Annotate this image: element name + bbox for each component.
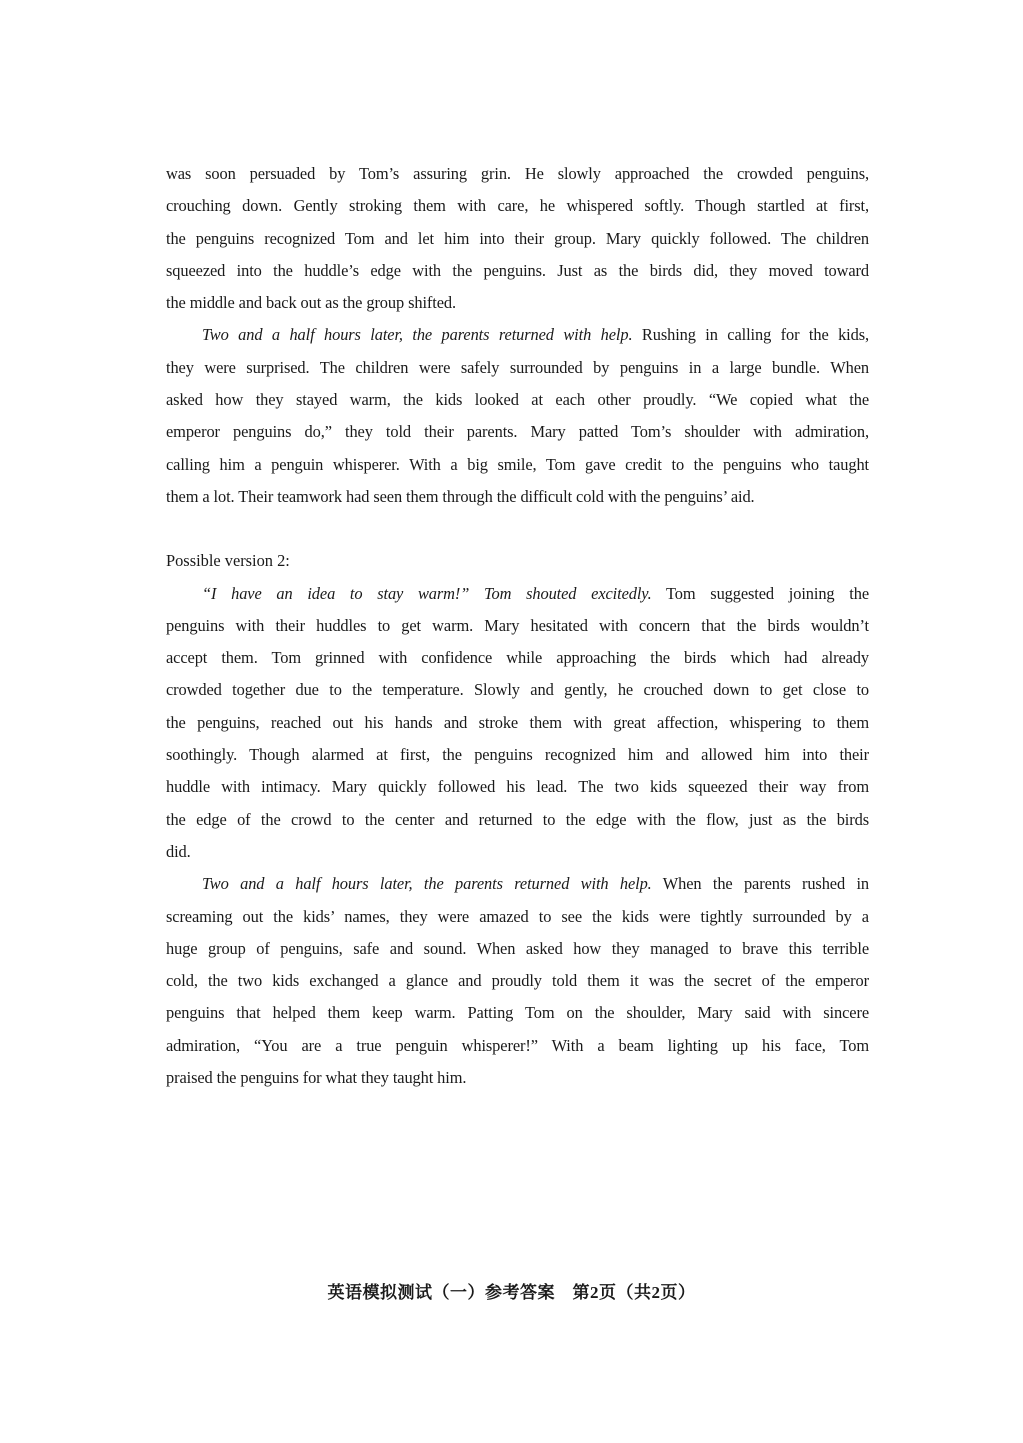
line-text: penguins with their huddles to get warm. Mary hesitated with concern that the birds wouldn’t [166, 615, 869, 635]
text-line [166, 804, 869, 836]
section-gap [166, 513, 869, 545]
page-footer: 英语模拟测试（一）参考答案 第2页（共2页） [327, 1283, 696, 1302]
version-2-heading: Possible version 2: [166, 551, 290, 571]
line-text: calling him a penguin whisperer. With a big smile, Tom gave credit to the penguins who taught [166, 454, 869, 474]
text-line [166, 287, 869, 319]
line-text: Rushing in calling for the kids, [632, 325, 869, 345]
line-text: huge group of penguins, safe and sound. When asked how they managed to brave this terrible [166, 938, 869, 958]
line-text: soothingly. Though alarmed at first, the penguins recognized him and allowed him into their [166, 745, 869, 765]
text-line [166, 771, 869, 803]
italic-lead-sentence: “I have an idea to stay warm!” Tom shouted excitedly. [202, 583, 652, 603]
paragraph [166, 868, 869, 1094]
text-line [166, 836, 869, 868]
line-text: did. [166, 841, 191, 861]
line-text: they were surprised. The children were safely surrounded by penguins in a large bundle. When [166, 357, 869, 377]
line-text: Tom suggested joining the [651, 583, 869, 603]
text-line [166, 868, 869, 900]
text-line [166, 610, 869, 642]
line-text: the edge of the crowd to the center and returned to the edge with the flow, just as the birds [166, 809, 869, 829]
text-line [166, 901, 869, 933]
text-line [166, 481, 869, 513]
line-text: was soon persuaded by Tom’s assuring grin. He slowly approached the crowded penguins, [166, 164, 869, 183]
italic-lead-sentence: Two and a half hours later, the parents returned with help. [202, 325, 633, 345]
line-text: the penguins, reached out his hands and stroke them with great affection, whispering to them [166, 712, 869, 732]
text-line [166, 190, 869, 222]
line-text: When the parents rushed in [651, 874, 869, 894]
line-text: huddle with intimacy. Mary quickly followed his lead. The two kids squeezed their way from [166, 777, 869, 797]
line-text: cold, the two kids exchanged a glance and proudly told them it was the secret of the emperor [166, 971, 869, 991]
text-line [166, 674, 869, 706]
text-line [166, 1030, 869, 1062]
line-text: the middle and back out as the group shifted. [166, 293, 457, 313]
line-text: crouching down. Gently stroking them with care, he whispered softly. Though startled at first, [166, 196, 869, 216]
line-text: screaming out the kids’ names, they were amazed to see the kids were tightly surrounded by a [166, 906, 869, 926]
paragraph [166, 158, 869, 319]
line-text: praised the penguins for what they taught him. [166, 1068, 467, 1088]
version-1-continuation [166, 158, 869, 513]
version-2 [166, 578, 869, 1095]
text-line [166, 319, 869, 351]
text-line [166, 255, 869, 287]
text-line [166, 642, 869, 674]
paragraph [166, 578, 869, 869]
line-text: crowded together due to the temperature. Slowly and gently, he crouched down to get close to [166, 680, 869, 700]
text-line [166, 449, 869, 481]
text-line [166, 933, 869, 965]
text-line [166, 416, 869, 448]
line-text: emperor penguins do,” they told their parents. Mary patted Tom’s shoulder with admiration, [166, 422, 869, 442]
text-line [166, 158, 869, 190]
text-line [166, 578, 869, 610]
text-line [166, 1062, 869, 1094]
line-text: them a lot. Their teamwork had seen them through the difficult cold with the penguins’ aid. [166, 486, 755, 506]
text-line [166, 223, 869, 255]
line-text: asked how they stayed warm, the kids looked at each other proudly. “We copied what the [166, 390, 869, 410]
line-text: admiration, “You are a true penguin whisperer!” With a beam lighting up his face, Tom [166, 1035, 869, 1055]
text-line [166, 384, 869, 416]
line-text: the penguins recognized Tom and let him into their group. Mary quickly followed. The children [166, 228, 869, 248]
text-line [166, 997, 869, 1029]
line-text: squeezed into the huddle’s edge with the penguins. Just as the birds did, they moved toward [166, 260, 869, 280]
paragraph [166, 319, 869, 513]
text-line [166, 352, 869, 384]
line-text: accept them. Tom grinned with confidence while approaching the birds which had already [166, 648, 869, 668]
text-line [166, 707, 869, 739]
italic-lead-sentence: Two and a half hours later, the parents returned with help. [202, 874, 652, 894]
text-line [166, 739, 869, 771]
text-line [166, 965, 869, 997]
line-text: penguins that helped them keep warm. Patting Tom on the shoulder, Mary said with sincere [166, 1003, 869, 1023]
answer-text [166, 158, 869, 1094]
